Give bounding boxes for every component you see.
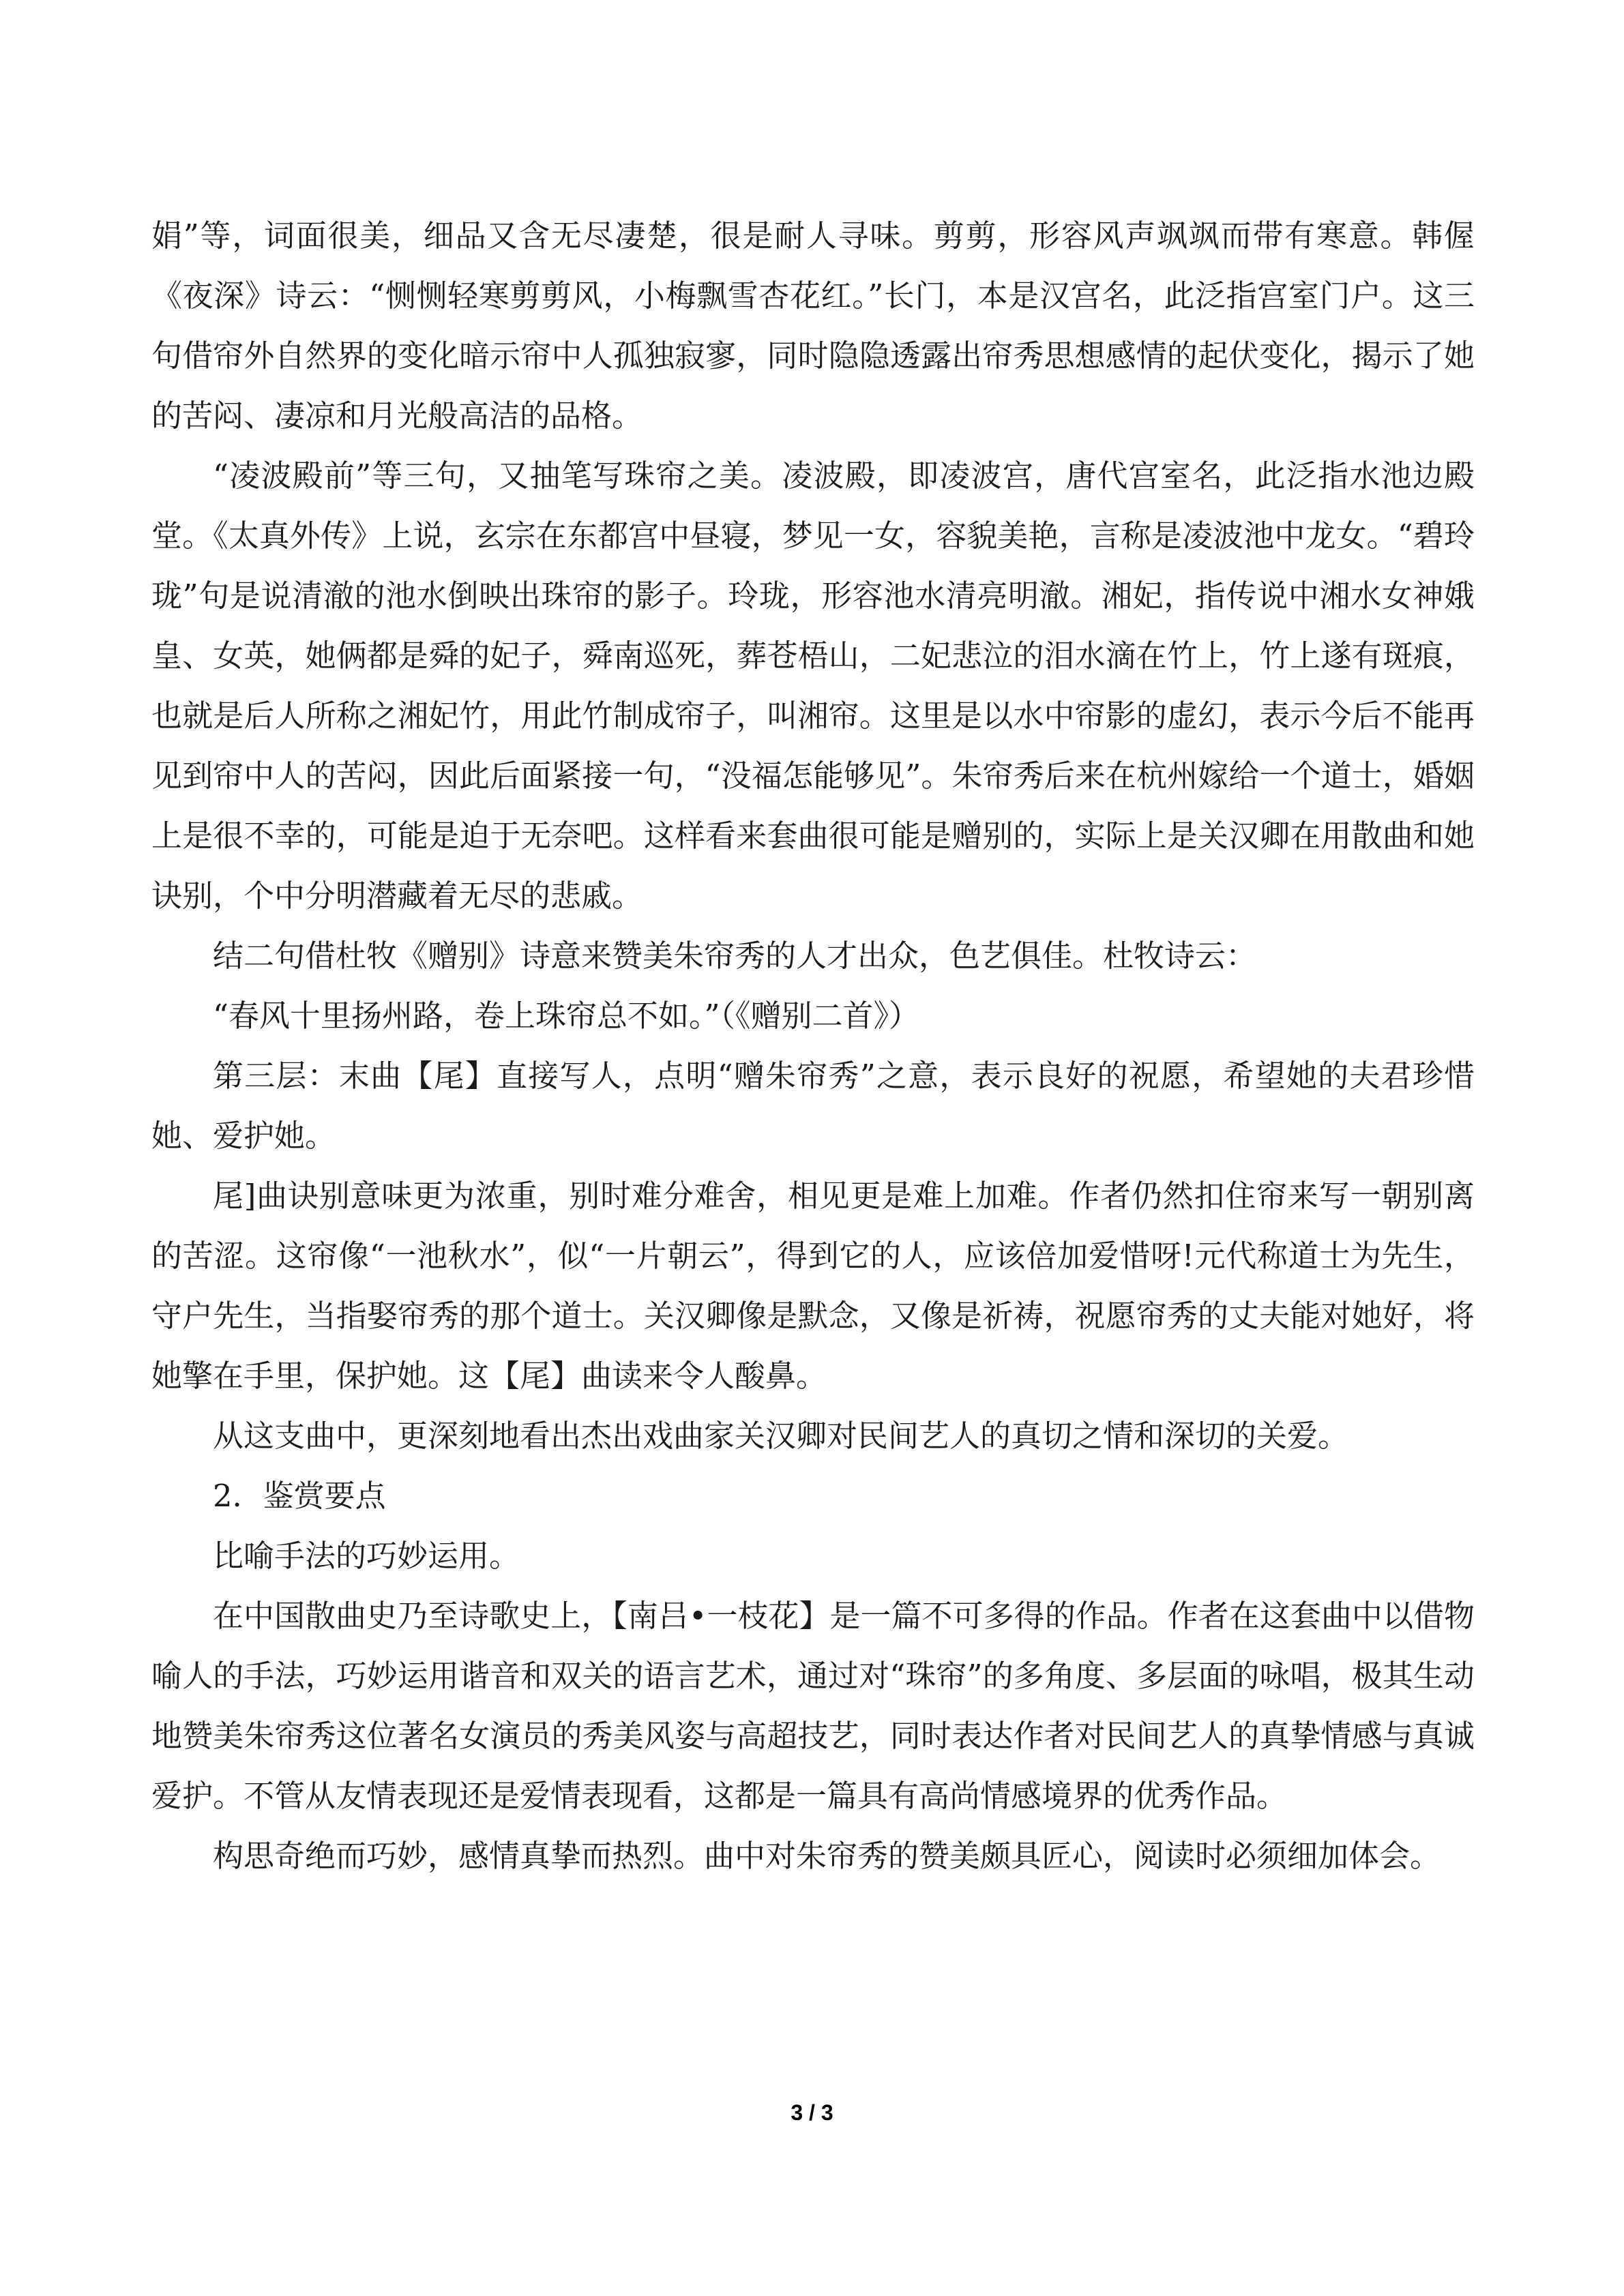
paragraph-10: 在中国散曲史乃至诗歌史上，【南吕•一枝花】是一篇不可多得的作品。作者在这套曲中以借物喻人的手法，巧妙运用谐音和双关的语言艺术，通过对“珠帘”的多角度、多层面的咏唱，极其生动地赞美朱帘秀这位著名女演员的秀美风姿与高超技艺，同时表达作者对民间艺人的真挚情感与真诚爱护。不管从友情表现还是爱情表现看，这都是一篇具有高尚情感境界的优秀作品。 [151,1598,1475,1814]
paragraph-4-quote: “春风十里扬州路，卷上珠帘总不如。”（《赠别二首》） [213,998,920,1034]
paragraph-11: 构思奇绝而巧妙，感情真挚而热烈。曲中对朱帘秀的赞美颇具匠心，阅读时必须细加体会。 [213,1838,1441,1874]
paragraph-5: 第三层：末曲【尾】直接写人，点明“赠朱帘秀”之意，表示良好的祝愿，希望她的夫君珍惜她、爱护她。 [151,1058,1475,1154]
paragraph-7: 从这支曲中，更深刻地看出杰出戏曲家关汉卿对民间艺人的真切之情和深切的关爱。 [213,1418,1349,1454]
paragraph-3: 结二句借杜牧《赠别》诗意来赞美朱帘秀的人才出众，色艺俱佳。杜牧诗云： [213,938,1257,974]
section-heading: 2．鉴赏要点 [213,1478,386,1514]
page-number: 3 / 3 [791,2100,833,2125]
document-body [151,206,1475,1886]
paragraph-2: “凌波殿前”等三句，又抽笔写珠帘之美。凌波殿，即凌波宫，唐代宫室名，此泛指水池边殿堂。《太真外传》上说，玄宗在东都宫中昼寝，梦见一女，容貌美艳，言称是凌波池中龙女。“碧玲珑”句是说清澈的池水倒映出珠帘的影子。玲珑，形容池水清亮明澈。湘妃，指传说中湘水女神娥皇、女英，她俩都是舜的妃子，舜南巡死，葬苍梧山，二妃悲泣的泪水滴在竹上，竹上遂有斑痕，也就是后人所称之湘妃竹，用此竹制成帘子，叫湘帘。这里是以水中帘影的虚幻，表示今后不能再见到帘中人的苦闷，因此后面紧接一句，“没福怎能够见”。朱帘秀后来在杭州嫁给一个道士，婚姻上是很不幸的，可能是迫于无奈吧。这样看来套曲很可能是赠别的，实际上是关汉卿在用散曲和她诀别，个中分明潜藏着无尽的悲戚。 [151,458,1475,914]
paragraph-9: 比喻手法的巧妙运用。 [213,1538,520,1574]
paragraph-1: 娟”等，词面很美，细品又含无尽凄楚，很是耐人寻味。剪剪，形容风声飒飒而带有寒意。韩偓《夜深》诗云：“恻恻轻寒剪剪风，小梅飘雪杏花红。”长门，本是汉宫名，此泛指宫室门户。这三句借帘外自然界的变化暗示帘中人孤独寂寥，同时隐隐透露出帘秀思想感情的起伏变化，揭示了她的苦闷、凄凉和月光般高洁的品格。 [151,218,1475,434]
paragraph-6: 尾]曲诀别意味更为浓重，别时难分难舍，相见更是难上加难。作者仍然扣住帘来写一朝别离的苦涩。这帘像“一池秋水”，似“一片朝云”，得到它的人，应该倍加爱惜呀!元代称道士为先生，守户先生，当指娶帘秀的那个道士。关汉卿像是默念，又像是祈祷，祝愿帘秀的丈夫能对她好，将她擎在手里，保护她。这【尾】曲读来令人酸鼻。 [151,1178,1475,1394]
